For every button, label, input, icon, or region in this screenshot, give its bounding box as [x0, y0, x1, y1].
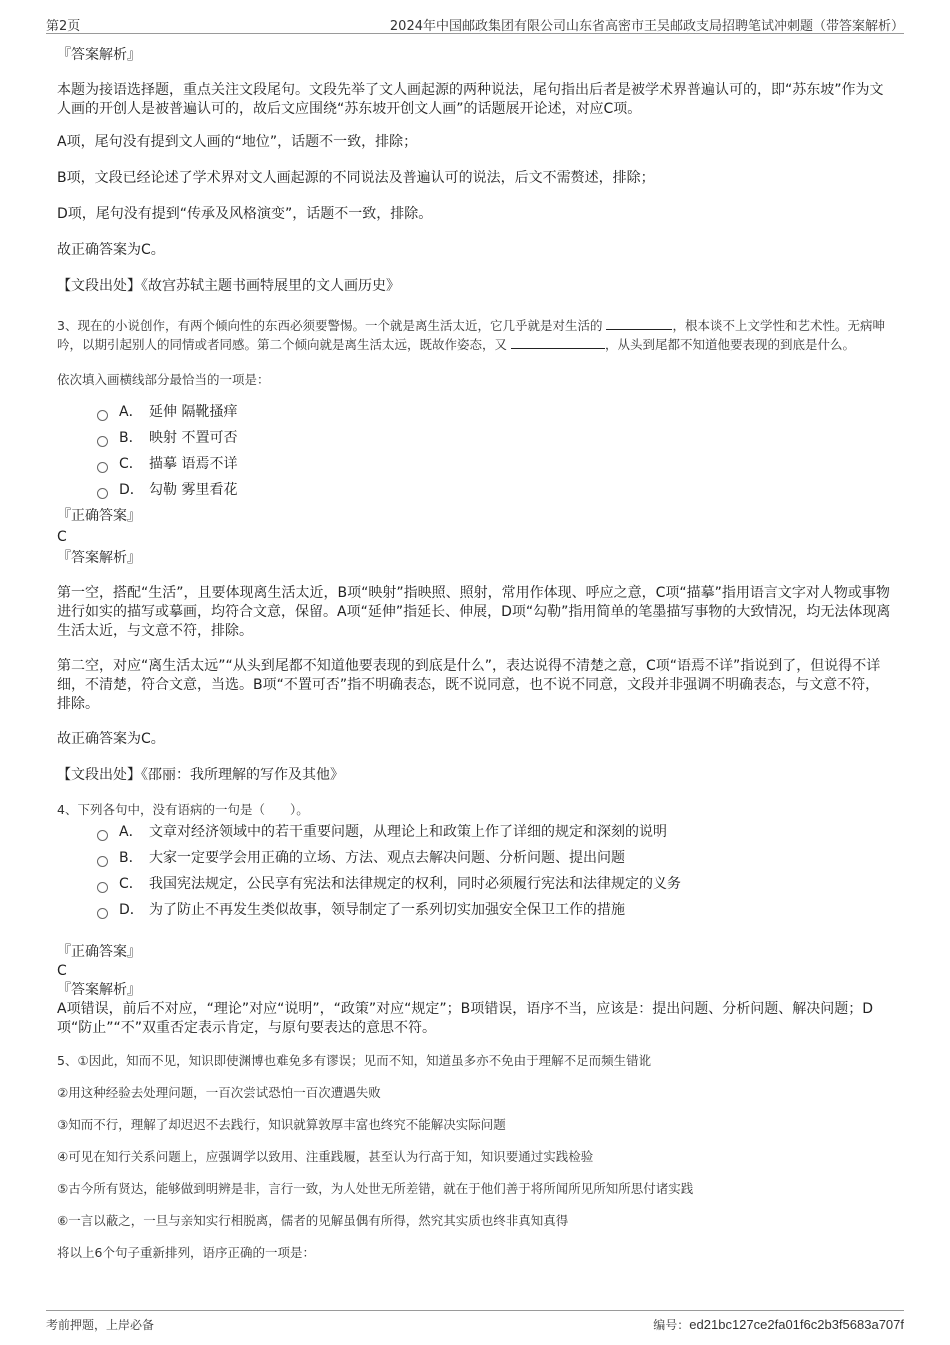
page-number: 第2页 [46, 19, 81, 34]
document-code: 编号：ed21bc127ce2fa01f6c2b3f5683a707f [653, 1317, 904, 1332]
radio-icon[interactable] [97, 462, 108, 473]
analysis-paragraph: B项，文段已经论述了学术界对文人画起源的不同说法及普遍认可的说法，后文不需赘述，排除； [57, 170, 655, 186]
document-body [57, 44, 892, 1262]
option-a[interactable]: A． 文章对经济领域中的若干重要问题，从理论上和政策上作了详细的规定和深刻的说明 [97, 819, 892, 845]
radio-icon[interactable] [97, 882, 108, 893]
page-footer [46, 1310, 904, 1335]
option-c[interactable]: C． 我国宪法规定，公民享有宪法和法律规定的权利，同时必须履行宪法和法律规定的义务 [97, 871, 892, 897]
radio-icon[interactable] [97, 908, 108, 919]
sentence-item: ⑤古今所有贤达，能够做到明辨是非，言行一致，为人处世无所差错，就在于他们善于将所闻所见所知所思付诸实践 [57, 1181, 694, 1196]
question-stem: 4、下列各句中，没有语病的一句是（ ）。 [57, 802, 309, 817]
blank-line [606, 317, 672, 330]
analysis-label: 『答案解析』 [57, 982, 141, 998]
radio-icon[interactable] [97, 856, 108, 867]
page-header [46, 13, 904, 34]
analysis-label: 『答案解析』 [57, 550, 141, 566]
option-d[interactable]: D． 为了防止不再发生类似故事，领导制定了一系列切实加强安全保卫工作的措施 [97, 897, 892, 923]
sentence-item: ④可见在知行关系问题上，应强调学以致用、注重践履，甚至认为行高于知，知识要通过实践检验 [57, 1149, 594, 1164]
radio-icon[interactable] [97, 488, 108, 499]
question-stem: 3、现在的小说创作，有两个倾向性的东西必须要警惕。一个就是离生活太近，它几乎就是对生活的 ，根本谈不上文学性和艺术性。无病呻吟，以期引起别人的同情或者同感。第二个倾向就是离生活太远，既故作姿态，又 ，从头到尾都不知道他要表现的到底是什么。 [57, 318, 885, 352]
option-list [57, 819, 892, 923]
option-a[interactable]: A． 延伸 隔靴搔痒 [97, 399, 892, 425]
radio-icon[interactable] [97, 410, 108, 421]
question-prompt: 依次填入画横线部分最恰当的一项是： [57, 372, 270, 387]
footer-slogan: 考前押题，上岸必备 [46, 1318, 155, 1332]
analysis-paragraph: 第一空，搭配“生活”，且要体现离生活太近，B项“映射”指映照、照射，常用作体现、呼应之意，C项“描摹”指用语言文字对人物或事物进行如实的描写或摹画，均符合文意，保留。A项“延伸”指延长、伸展，D项“勾勒”指用简单的笔墨描写事物的大致情况，均无法体现离生活太近，与文意不符，排除。 [57, 585, 891, 639]
sentence-item: ⑥一言以蔽之，一旦与亲知实行相脱离，儒者的见解虽偶有所得，然究其实质也终非真知真得 [57, 1213, 569, 1228]
analysis-label: 『答案解析』 [57, 47, 141, 63]
question-stem: 5、①因此，知而不见，知识即使渊博也难免多有谬误；见而不知，知道虽多亦不免由于理解不足而频生错讹 [57, 1053, 652, 1068]
sentence-item: ②用这种经验去处理问题，一百次尝试恐怕一百次遭遇失败 [57, 1085, 381, 1100]
analysis-paragraph: 本题为接语选择题，重点关注文段尾句。文段先举了文人画起源的两种说法，尾句指出后者是被学术界普遍认可的，即“苏东坡”作为文人画的开创人是被普遍认可的，故后文应围绕“苏东坡开创文人画”的话题展开论述，对应C项。 [57, 82, 884, 117]
option-b[interactable]: B． 大家一定要学会用正确的立场、方法、观点去解决问题、分析问题、提出问题 [97, 845, 892, 871]
answer-conclusion: 故正确答案为C。 [57, 731, 165, 747]
correct-answer-label: 『正确答案』 [57, 508, 141, 524]
analysis-paragraph: A项错误，前后不对应，“理论”对应“说明”，“政策”对应“规定”；B项错误，语序不当，应该是：提出问题、分析问题、解决问题；D项“防止”“不”双重否定表示肯定，与原句要表达的意思不符。 [57, 1001, 873, 1036]
document-title: 2024年中国邮政集团有限公司山东省高密市王吴邮政支局招聘笔试冲刺题（带答案解析） [389, 19, 904, 34]
passage-source: 【文段出处】《邵丽：我所理解的写作及其他》 [57, 767, 344, 783]
option-d[interactable]: D． 勾勒 雾里看花 [97, 477, 892, 503]
option-c[interactable]: C． 描摹 语焉不详 [97, 451, 892, 477]
passage-source: 【文段出处】《故宫苏轼主题书画特展里的文人画历史》 [57, 278, 400, 294]
analysis-paragraph: A项，尾句没有提到文人画的“地位”，话题不一致，排除； [57, 134, 418, 150]
correct-answer-label: 『正确答案』 [57, 944, 141, 960]
correct-answer: C [57, 529, 67, 545]
question-prompt: 将以上6个句子重新排列，语序正确的一项是： [57, 1245, 315, 1260]
answer-conclusion: 故正确答案为C。 [57, 242, 165, 258]
option-b[interactable]: B． 映射 不置可否 [97, 425, 892, 451]
radio-icon[interactable] [97, 830, 108, 841]
sentence-item: ③知而不行，理解了却迟迟不去践行，知识就算敦厚丰富也终究不能解决实际问题 [57, 1117, 506, 1132]
blank-line [511, 336, 605, 349]
radio-icon[interactable] [97, 436, 108, 447]
option-list [57, 399, 892, 503]
correct-answer: C [57, 963, 67, 979]
analysis-paragraph: D项，尾句没有提到“传承及风格演变”，话题不一致，排除。 [57, 206, 433, 222]
analysis-paragraph: 第二空，对应“离生活太远”“从头到尾都不知道他要表现的到底是什么”，表达说得不清楚之意，C项“语焉不详”指说到了，但说得不详细，不清楚，符合文意，当选。B项“不置可否”指不明确表态，既不说同意，也不说不同意，文段并非强调不明确表态，与文意不符，排除。 [57, 658, 881, 712]
